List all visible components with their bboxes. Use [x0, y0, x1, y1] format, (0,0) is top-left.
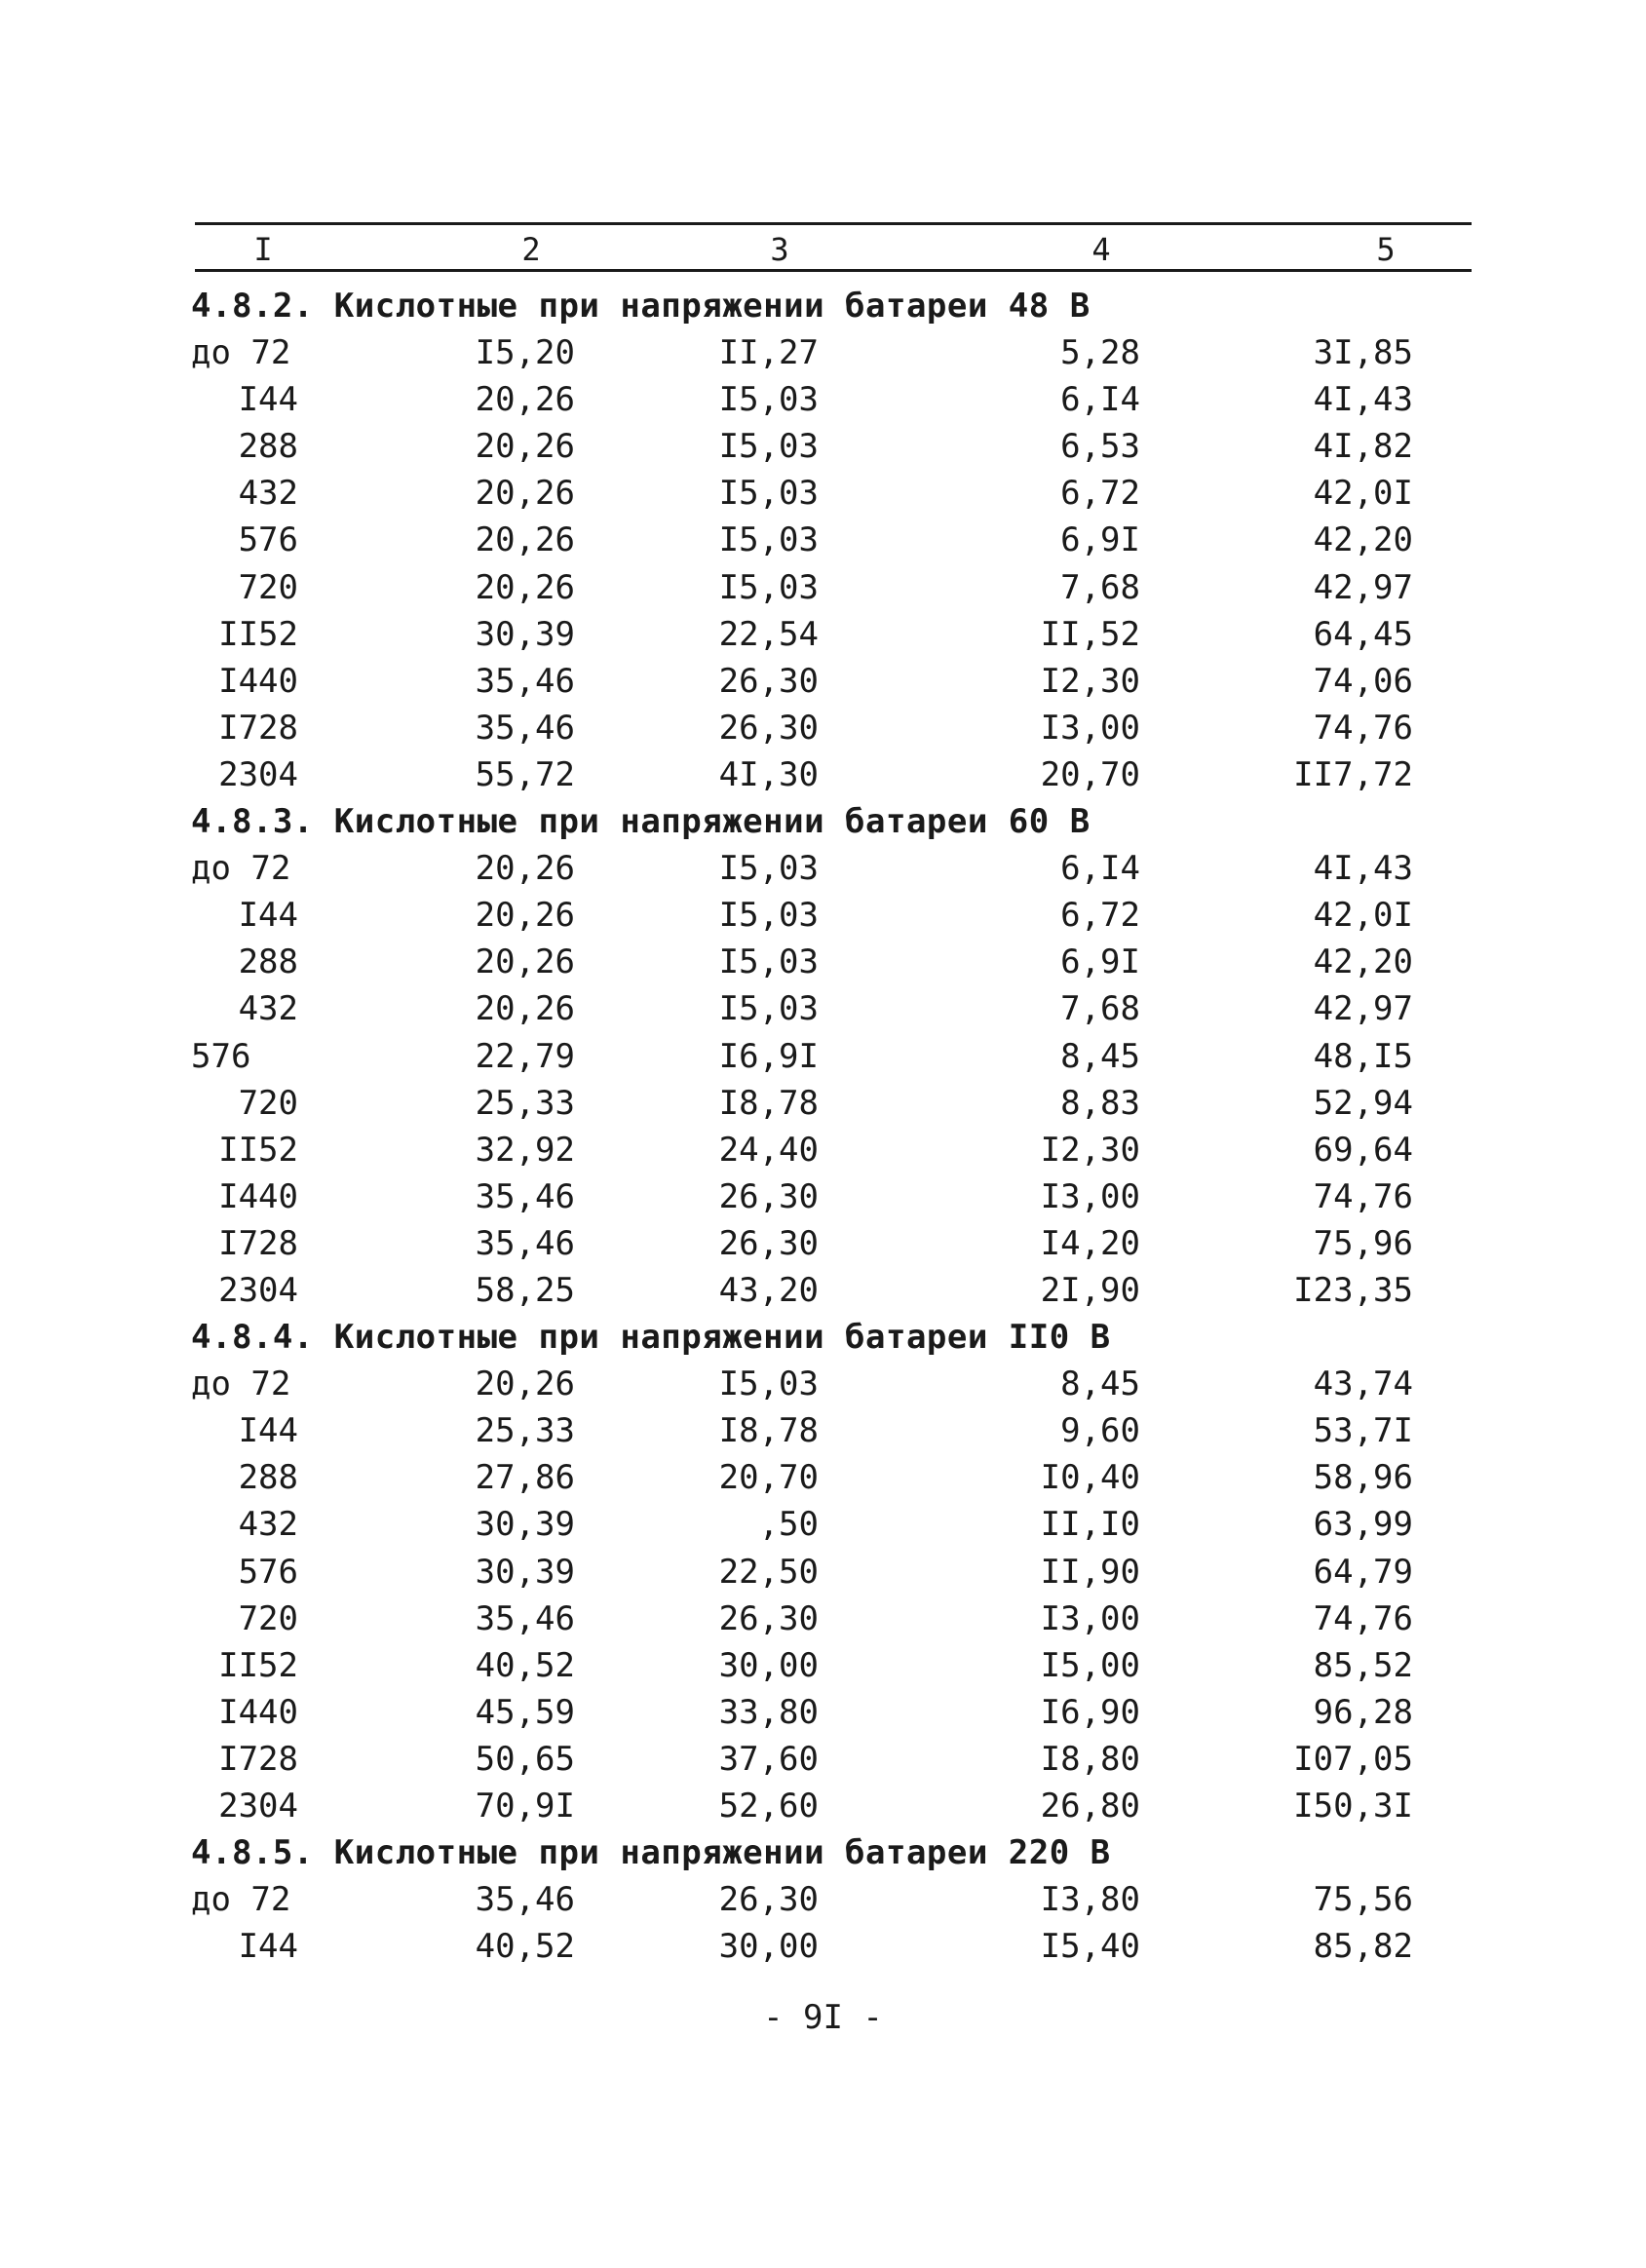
section-heading [0, 798, 1646, 845]
header-col-2: 2 [521, 231, 541, 268]
table-cell-col-2: 32,92 [475, 1130, 575, 1170]
table-cell-col-5: 75,96 [1313, 1223, 1413, 1263]
section-heading [0, 283, 1646, 329]
table-cell-col-4: 6,72 [1060, 474, 1140, 514]
table-cell-col-4: 9,60 [1060, 1411, 1140, 1451]
table-cell-col-2: 35,46 [475, 1176, 575, 1216]
table-row [0, 1173, 1646, 1220]
table-cell-col-5: 63,99 [1313, 1505, 1413, 1545]
table-cell-col-5: 42,97 [1313, 989, 1413, 1029]
table-cell-col-5: 48,I5 [1313, 1036, 1413, 1076]
section-title: 4.8.2. Кислотные при напряжении батареи 48 В [191, 287, 1091, 326]
table-cell-col-1: 720 [238, 1083, 298, 1123]
table-cell-col-2: 20,26 [475, 942, 575, 982]
table-row [0, 1080, 1646, 1127]
table-cell-col-2: I5,20 [475, 333, 575, 373]
table-row [0, 1454, 1646, 1501]
table-row [0, 1642, 1646, 1689]
table-cell-col-5: 53,7I [1313, 1411, 1413, 1451]
table-cell-col-1: до 72 [191, 333, 291, 373]
table-cell-col-4: I6,90 [1040, 1692, 1140, 1732]
table-cell-col-5: 74,76 [1313, 1598, 1413, 1638]
table-top-rule [195, 222, 1472, 225]
table-cell-col-1: 576 [191, 1036, 251, 1076]
table-cell-col-5: 43,74 [1313, 1365, 1413, 1404]
table-cell-col-2: 30,39 [475, 1552, 575, 1592]
table-cell-col-2: 27,86 [475, 1458, 575, 1498]
table-cell-col-1: 2304 [218, 754, 298, 794]
table-cell-col-4: 5,28 [1060, 333, 1140, 373]
table-cell-col-4: I3,00 [1040, 1176, 1140, 1216]
section-title: 4.8.4. Кислотные при напряжении батареи II0 В [191, 1318, 1111, 1358]
table-cell-col-1: 720 [238, 567, 298, 607]
table-row [0, 1876, 1646, 1923]
table-cell-col-2: 45,59 [475, 1692, 575, 1732]
table-row [0, 517, 1646, 563]
table-cell-col-1: 288 [238, 1458, 298, 1498]
table-cell-col-1: I44 [238, 1927, 298, 1967]
table-cell-col-4: 7,68 [1060, 989, 1140, 1029]
table-cell-col-5: 4I,43 [1313, 380, 1413, 420]
table-cell-col-4: I3,00 [1040, 708, 1140, 748]
table-cell-col-3: 22,54 [718, 614, 819, 654]
table-cell-col-4: 26,80 [1040, 1787, 1140, 1826]
table-cell-col-1: до 72 [191, 849, 291, 889]
table-row [0, 705, 1646, 751]
table-cell-col-3: ,50 [758, 1505, 819, 1545]
table-cell-col-2: 35,46 [475, 1598, 575, 1638]
table-row [0, 376, 1646, 423]
table-cell-col-1: I728 [218, 1739, 298, 1779]
table-cell-col-2: 70,9I [475, 1787, 575, 1826]
table-cell-col-2: 25,33 [475, 1411, 575, 1451]
table-cell-col-1: 432 [238, 989, 298, 1029]
table-row [0, 1501, 1646, 1548]
table-cell-col-5: 42,20 [1313, 520, 1413, 560]
section-heading [0, 1314, 1646, 1361]
table-cell-col-1: до 72 [191, 1880, 291, 1920]
table-cell-col-2: 40,52 [475, 1927, 575, 1967]
table-cell-col-5: II7,72 [1293, 754, 1413, 794]
table-cell-col-3: 24,40 [718, 1130, 819, 1170]
table-cell-col-4: 8,45 [1060, 1365, 1140, 1404]
table-cell-col-3: I5,03 [718, 520, 819, 560]
table-cell-col-3: I6,9I [718, 1036, 819, 1076]
table-row [0, 1783, 1646, 1829]
table-cell-col-5: 52,94 [1313, 1083, 1413, 1123]
table-cell-col-1: до 72 [191, 1365, 291, 1404]
table-cell-col-3: I5,03 [718, 380, 819, 420]
table-cell-col-2: 22,79 [475, 1036, 575, 1076]
table-cell-col-3: 37,60 [718, 1739, 819, 1779]
table-cell-col-1: I440 [218, 1692, 298, 1732]
table-cell-col-5: 64,79 [1313, 1552, 1413, 1592]
table-cell-col-4: I3,80 [1040, 1880, 1140, 1920]
table-cell-col-1: I728 [218, 1223, 298, 1263]
table-cell-col-2: 20,26 [475, 474, 575, 514]
table-row [0, 1407, 1646, 1454]
table-row [0, 985, 1646, 1032]
table-cell-col-2: 35,46 [475, 1223, 575, 1263]
table-cell-col-4: I4,20 [1040, 1223, 1140, 1263]
table-cell-col-5: 42,97 [1313, 567, 1413, 607]
table-cell-col-1: I44 [238, 1411, 298, 1451]
table-cell-col-2: 20,26 [475, 849, 575, 889]
table-row [0, 470, 1646, 517]
table-cell-col-3: I5,03 [718, 942, 819, 982]
table-cell-col-3: 20,70 [718, 1458, 819, 1498]
table-cell-col-4: II,I0 [1040, 1505, 1140, 1545]
header-col-3: 3 [770, 231, 789, 268]
table-cell-col-3: 52,60 [718, 1787, 819, 1826]
table-cell-col-5: 96,28 [1313, 1692, 1413, 1732]
table-cell-col-3: 4I,30 [718, 754, 819, 794]
table-cell-col-2: 35,46 [475, 661, 575, 701]
table-cell-col-4: 6,I4 [1060, 849, 1140, 889]
table-cell-col-1: 576 [238, 520, 298, 560]
table-row [0, 658, 1646, 705]
table-cell-col-3: 30,00 [718, 1927, 819, 1967]
table-row [0, 1549, 1646, 1595]
table-cell-col-3: 26,30 [718, 1598, 819, 1638]
table-cell-col-2: 20,26 [475, 1365, 575, 1404]
table-row [0, 1736, 1646, 1783]
table-cell-col-2: 30,39 [475, 1505, 575, 1545]
table-cell-col-2: 30,39 [475, 614, 575, 654]
table-cell-col-4: I5,00 [1040, 1645, 1140, 1685]
table-row [0, 423, 1646, 470]
table-cell-col-3: I5,03 [718, 1365, 819, 1404]
table-cell-col-5: 42,20 [1313, 942, 1413, 982]
table-cell-col-3: I5,03 [718, 427, 819, 467]
table-cell-col-1: 432 [238, 1505, 298, 1545]
table-cell-col-2: 25,33 [475, 1083, 575, 1123]
table-cell-col-2: 50,65 [475, 1739, 575, 1779]
table-cell-col-4: 8,45 [1060, 1036, 1140, 1076]
section-title: 4.8.5. Кислотные при напряжении батареи 220 В [191, 1833, 1111, 1873]
table-cell-col-5: 74,76 [1313, 708, 1413, 748]
header-col-1: I [253, 231, 273, 268]
table-cell-col-5: 4I,82 [1313, 427, 1413, 467]
table-cell-col-1: 720 [238, 1598, 298, 1638]
table-cell-col-4: 6,I4 [1060, 380, 1140, 420]
table-cell-col-5: 85,82 [1313, 1927, 1413, 1967]
table-cell-col-3: 26,30 [718, 1223, 819, 1263]
table-cell-col-3: 22,50 [718, 1552, 819, 1592]
table-cell-col-4: I8,80 [1040, 1739, 1140, 1779]
header-col-4: 4 [1091, 231, 1111, 268]
table-cell-col-1: I440 [218, 1176, 298, 1216]
table-cell-col-3: 26,30 [718, 1880, 819, 1920]
table-cell-col-5: 3I,85 [1313, 333, 1413, 373]
table-cell-col-1: 2304 [218, 1270, 298, 1310]
table-cell-col-5: 4I,43 [1313, 849, 1413, 889]
table-row [0, 1267, 1646, 1314]
table-cell-col-1: 288 [238, 942, 298, 982]
table-cell-col-2: 40,52 [475, 1645, 575, 1685]
table-cell-col-2: 20,26 [475, 567, 575, 607]
table-cell-col-3: I5,03 [718, 567, 819, 607]
table-cell-col-4: 6,53 [1060, 427, 1140, 467]
table-cell-col-1: 2304 [218, 1787, 298, 1826]
table-cell-col-5: 75,56 [1313, 1880, 1413, 1920]
table-cell-col-3: 26,30 [718, 661, 819, 701]
table-cell-col-3: I8,78 [718, 1083, 819, 1123]
table-row [0, 611, 1646, 658]
table-cell-col-1: II52 [218, 1645, 298, 1685]
table-cell-col-5: 64,45 [1313, 614, 1413, 654]
table-cell-col-4: 20,70 [1040, 754, 1140, 794]
table-cell-col-4: II,52 [1040, 614, 1140, 654]
table-cell-col-1: 288 [238, 427, 298, 467]
table-cell-col-3: 43,20 [718, 1270, 819, 1310]
table-row [0, 329, 1646, 376]
table-cell-col-2: 20,26 [475, 520, 575, 560]
table-cell-col-5: 42,0I [1313, 474, 1413, 514]
table-cell-col-2: 58,25 [475, 1270, 575, 1310]
table-row [0, 1127, 1646, 1173]
table-row [0, 1595, 1646, 1642]
table-cell-col-1: 576 [238, 1552, 298, 1592]
table-cell-col-1: I44 [238, 380, 298, 420]
section-heading [0, 1829, 1646, 1876]
table-cell-col-2: 20,26 [475, 896, 575, 936]
section-title: 4.8.3. Кислотные при напряжении батареи 60 В [191, 802, 1091, 842]
table-cell-col-4: 6,72 [1060, 896, 1140, 936]
table-row [0, 845, 1646, 892]
page-number: - 9I - [763, 1998, 883, 2037]
table-row [0, 1689, 1646, 1736]
table-cell-col-4: 7,68 [1060, 567, 1140, 607]
table-cell-col-3: 26,30 [718, 708, 819, 748]
table-cell-col-5: I23,35 [1293, 1270, 1413, 1310]
table-cell-col-4: I2,30 [1040, 661, 1140, 701]
table-cell-col-5: 74,76 [1313, 1176, 1413, 1216]
table-cell-col-3: I8,78 [718, 1411, 819, 1451]
table-row [0, 1361, 1646, 1407]
table-header-rule [195, 269, 1472, 272]
table-row [0, 1220, 1646, 1267]
table-cell-col-4: I2,30 [1040, 1130, 1140, 1170]
table-cell-col-2: 20,26 [475, 427, 575, 467]
table-cell-col-2: 35,46 [475, 708, 575, 748]
table-cell-col-2: 35,46 [475, 1880, 575, 1920]
table-cell-col-1: 432 [238, 474, 298, 514]
table-row [0, 892, 1646, 939]
table-cell-col-4: 6,9I [1060, 942, 1140, 982]
table-cell-col-3: 33,80 [718, 1692, 819, 1732]
table-cell-col-4: 8,83 [1060, 1083, 1140, 1123]
table-cell-col-3: I5,03 [718, 989, 819, 1029]
table-row [0, 564, 1646, 611]
table-cell-col-2: 55,72 [475, 754, 575, 794]
table-cell-col-4: I3,00 [1040, 1598, 1140, 1638]
table-cell-col-3: I5,03 [718, 896, 819, 936]
table-row [0, 751, 1646, 798]
table-cell-col-1: I44 [238, 896, 298, 936]
table-cell-col-3: II,27 [718, 333, 819, 373]
table-cell-col-1: II52 [218, 614, 298, 654]
table-cell-col-5: 85,52 [1313, 1645, 1413, 1685]
table-cell-col-5: 58,96 [1313, 1458, 1413, 1498]
header-col-5: 5 [1376, 231, 1396, 268]
table-cell-col-1: I728 [218, 708, 298, 748]
table-row [0, 1033, 1646, 1080]
table-body [0, 283, 1646, 1970]
table-row [0, 939, 1646, 985]
table-cell-col-3: I5,03 [718, 474, 819, 514]
table-cell-col-3: I5,03 [718, 849, 819, 889]
table-header [0, 232, 1646, 267]
table-cell-col-5: 42,0I [1313, 896, 1413, 936]
table-cell-col-4: 6,9I [1060, 520, 1140, 560]
table-cell-col-5: I50,3I [1293, 1787, 1413, 1826]
table-cell-col-2: 20,26 [475, 989, 575, 1029]
table-cell-col-3: 26,30 [718, 1176, 819, 1216]
table-cell-col-4: 2I,90 [1040, 1270, 1140, 1310]
table-cell-col-4: II,90 [1040, 1552, 1140, 1592]
table-cell-col-1: I440 [218, 661, 298, 701]
table-cell-col-4: I5,40 [1040, 1927, 1140, 1967]
table-row [0, 1923, 1646, 1970]
table-cell-col-1: II52 [218, 1130, 298, 1170]
table-cell-col-5: I07,05 [1293, 1739, 1413, 1779]
table-cell-col-5: 74,06 [1313, 661, 1413, 701]
table-cell-col-3: 30,00 [718, 1645, 819, 1685]
table-cell-col-5: 69,64 [1313, 1130, 1413, 1170]
table-cell-col-2: 20,26 [475, 380, 575, 420]
table-cell-col-4: I0,40 [1040, 1458, 1140, 1498]
